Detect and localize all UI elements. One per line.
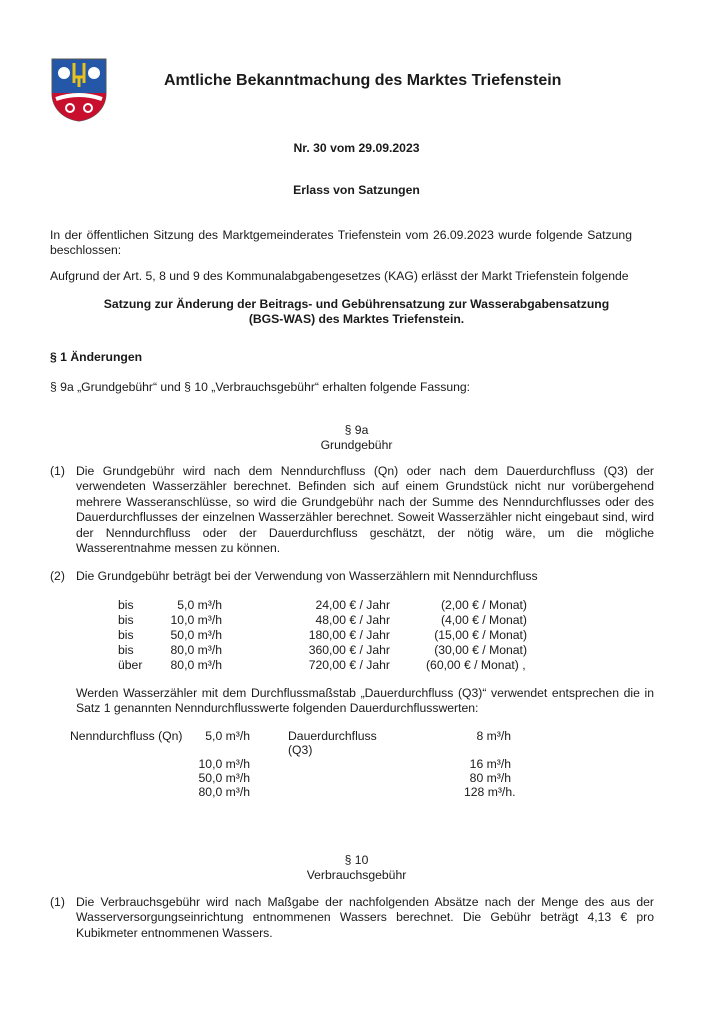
item-text: Die Verbrauchsgebühr wird nach Maßgabe der nachfolgenden Absätze nach der Menge des aus der Wasserversorgungseinrichtung entnommenen Wassers berechnet. Die Gebühr beträgt 4,13 € pro Kubikmeter entnommenen Wassers.: [76, 895, 654, 940]
item-text: Die Grundgebühr wird nach dem Nenndurchfluss (Qn) oder nach dem Dauerdurchfluss (Q3) der verwendeten Wasserzähler berechnet. Befinden sich auf einem Grundstück nicht nur vorübergehend mehrere Wasseranschlüsse, so wird die Grundgebühr nach der Summe des Nenndurchflusses oder des Dauerdurchflusses der einzelnen Wasserzähler berechnet. Soweit Wasserzähler nicht eingebaut sind, wird der Nenndurchfluss oder der Dauerdurchfluss geschätzt, der nötig wäre, um die mögliche Wasserentnahme messen zu können.: [76, 464, 654, 556]
fee-prefix: bis: [118, 643, 134, 657]
fee-prefix: bis: [118, 613, 134, 627]
conversion-q3: 80 m³/h: [469, 771, 511, 785]
conversion-right-label-suffix: (Q3): [288, 743, 313, 757]
fee-prefix: bis: [118, 628, 134, 642]
paragraph-9a-number: § 9a: [344, 423, 369, 437]
conversion-qn: 10,0 m³/h: [198, 757, 250, 771]
fee-monthly: (30,00 € / Monat): [434, 643, 527, 657]
section-1-text: § 9a „Grundgebühr“ und § 10 „Verbrauchsgebühr“ erhalten folgende Fassung:: [50, 380, 471, 394]
document-title: Amtliche Bekanntmachung des Marktes Triefenstein: [164, 72, 562, 89]
item-number: (1): [50, 895, 65, 909]
fee-monthly: (4,00 € / Monat): [440, 613, 527, 627]
intro-paragraph: In der öffentlichen Sitzung des Marktgemeinderates Triefenstein vom 26.09.2023 wurde folgende Satzung beschlossen:: [50, 228, 632, 257]
fee-flow: 5,0 m³/h: [177, 598, 222, 612]
statute-title-line-2: (BGS-WAS) des Marktes Triefenstein.: [248, 312, 465, 326]
statute-title-line-1: Satzung zur Änderung der Beitrags- und Gebührensatzung zur Wasserabgabensatzung: [103, 297, 610, 311]
fee-monthly: (15,00 € / Monat): [434, 628, 527, 642]
fee-prefix: über: [118, 658, 143, 672]
fee-flow: 10,0 m³/h: [170, 613, 222, 627]
fee-flow: 80,0 m³/h: [170, 643, 222, 657]
paragraph-10-number: § 10: [344, 853, 369, 867]
coat-of-arms-logo: [50, 57, 108, 123]
meter-conversion-text: Werden Wasserzähler mit dem Durchflussmaßstab „Dauerdurchfluss (Q3)“ verwendet entsprechen die in Satz 1 genannten Nenndurchflusswerte folgenden Dauerdurchflusswerten:: [76, 686, 654, 716]
fee-yearly: 48,00 € / Jahr: [315, 613, 390, 627]
conversion-q3: 128 m³/h.: [464, 785, 516, 799]
fee-yearly: 360,00 € / Jahr: [308, 643, 390, 657]
item-number: (1): [50, 464, 65, 478]
fee-monthly: (2,00 € / Monat): [440, 598, 527, 612]
fee-prefix: bis: [118, 598, 134, 612]
conversion-right-label: Dauerdurchfluss: [288, 729, 377, 743]
legal-basis-paragraph: Aufgrund der Art. 5, 8 und 9 des Kommunalabgabengesetzes (KAG) erlässt der Markt Triefenstein folgende: [50, 269, 629, 283]
section-1-heading: § 1 Änderungen: [50, 350, 143, 364]
conversion-q3: 16 m³/h: [469, 757, 511, 771]
conversion-qn: 5,0 m³/h: [205, 729, 250, 743]
fee-flow: 80,0 m³/h: [170, 658, 222, 672]
conversion-qn: 80,0 m³/h: [198, 785, 250, 799]
fee-yearly: 24,00 € / Jahr: [315, 598, 390, 612]
item-text: Die Grundgebühr beträgt bei der Verwendung von Wasserzählern mit Nenndurchfluss: [76, 569, 538, 583]
paragraph-9a-name: Grundgebühr: [320, 438, 393, 452]
fee-flow: 50,0 m³/h: [170, 628, 222, 642]
issue-number: Nr. 30 vom 29.09.2023: [293, 141, 420, 155]
fee-monthly: (60,00 € / Monat) ,: [426, 658, 526, 672]
subject-heading: Erlass von Satzungen: [293, 183, 420, 197]
conversion-left-label: Nenndurchfluss (Qn): [70, 729, 183, 743]
fee-yearly: 720,00 € / Jahr: [308, 658, 390, 672]
conversion-qn: 50,0 m³/h: [198, 771, 250, 785]
conversion-q3: 8 m³/h: [476, 729, 511, 743]
paragraph-10-name: Verbrauchsgebühr: [306, 868, 407, 882]
item-number: (2): [50, 569, 65, 583]
fee-yearly: 180,00 € / Jahr: [308, 628, 390, 642]
